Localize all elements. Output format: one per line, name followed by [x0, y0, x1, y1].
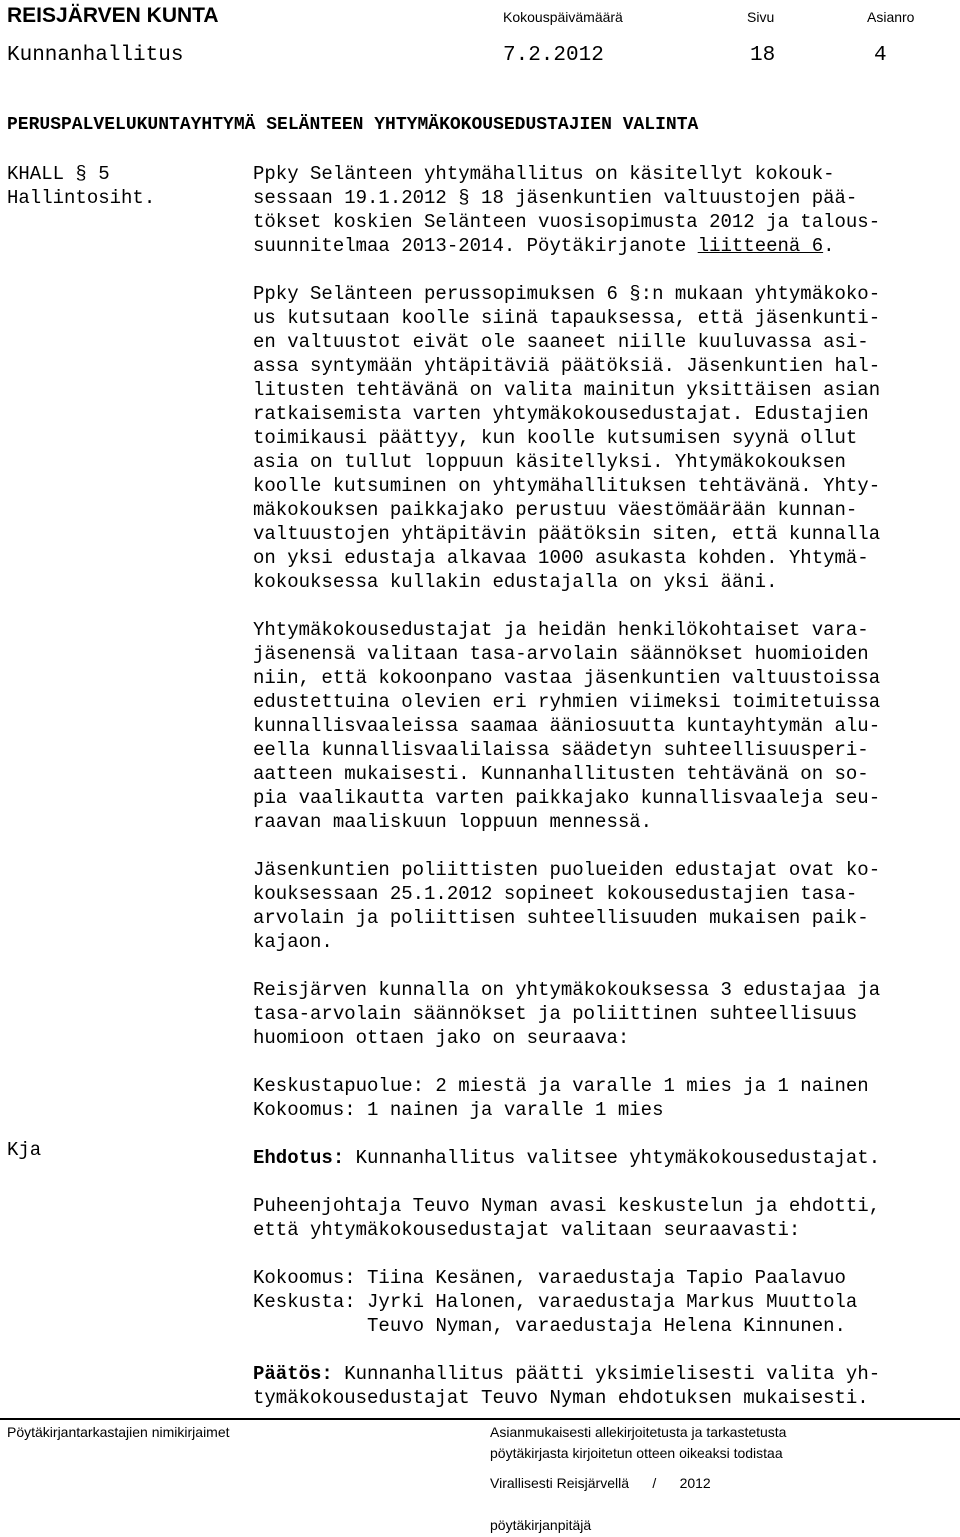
footer-official-place-date: Virallisesti Reisjärvellä / 2012 [490, 1475, 711, 1491]
footer-certification-line2: pöytäkirjasta kirjoitetun otteen oikeaksi todistaa [490, 1445, 783, 1461]
document-body [253, 162, 953, 1410]
item-number: 4 [874, 44, 887, 67]
paragraph-chair-proposal: Puheenjohtaja Teuvo Nyman avasi keskustelun ja ehdotti, että yhtymäkokousedustajat valitaan seuraavasti: [253, 1195, 881, 1241]
paragraph-representatives: Yhtymäkokousedustajat ja heidän henkilökohtaiset vara- jäsenensä valitaan tasa-arvolain säännökset huomioiden niin, että kokoonpano vastaa jäsenkuntien valtuustoissa edustettuina olevien eri ryhmien viimeksi toimitetuissa kunnallisvaaleissa saamaa ääniosuutta kuntayhtymän alu- eella kunnallisvaalilaissa säädetyn suhteellisuusperi- aatteen mukaisesti. Kunnanhallitusten tehtävänä on so- pia vaalikautta varten paikkajako kunnallisvaaleja seu- raavan maaliskuun loppuun mennessä. [253, 619, 881, 833]
document-title: PERUSPALVELUKUNTAYHTYMÄ SELÄNTEEN YHTYMÄKOKOUSEDUSTAJIEN VALINTA [7, 115, 699, 135]
meeting-date: 7.2.2012 [503, 44, 604, 67]
meeting-date-label: Kokouspäivämäärä [503, 9, 623, 25]
page-number: 18 [750, 44, 776, 67]
footer-secretary-label: pöytäkirjanpitäjä [490, 1517, 592, 1533]
paragraph-nominees: Kokoomus: Tiina Kesänen, varaedustaja Tapio Paalavuo Keskusta: Jyrki Halonen, varaedustaja Markus Muuttola Teuvo Nyman, varaedustaja Helena Kinnunen. [253, 1267, 858, 1337]
governing-body: Kunnanhallitus [7, 44, 184, 67]
kja-label: Kja [7, 1139, 42, 1161]
decision-label: Päätös: [253, 1363, 333, 1385]
footer-divider [0, 1418, 960, 1420]
paragraph-allocation: Keskustapuolue: 2 miestä ja varalle 1 mies ja 1 nainen Kokoomus: 1 nainen ja varalle 1 mies [253, 1075, 869, 1121]
proposal-label: Ehdotus: [253, 1147, 345, 1169]
paragraph-intro: Ppky Selänteen yhtymähallitus on käsitellyt kokouk- sessaan 19.1.2012 § 18 jäsenkuntien valtuustojen pää- tökset koskien Selänteen vuosisopimusta 2012 ja talous- suunnitelmaa 2013-2014. Pöytäkirjanote liitteenä 6. [253, 163, 881, 257]
page-label: Sivu [747, 9, 775, 25]
paragraph-parties: Jäsenkuntien poliittisten puolueiden edustajat ovat ko- kouksessaan 25.1.2012 sopineet kokousedustajien tasa- arvolain ja poliittisen suhteellisuuden mukaisen paik- kajaon. [253, 859, 881, 953]
footer-certification-line1: Asianmukaisesti allekirjoitetusta ja tarkastetusta [490, 1424, 787, 1440]
paragraph-distribution: Reisjärven kunnalla on yhtymäkokouksessa 3 edustajaa ja tasa-arvolain säännökset ja poliittinen suhteellisuus huomioon ottaen jako on seuraava: [253, 979, 881, 1049]
footer-inspectors-initials: Pöytäkirjantarkastajien nimikirjaimet [7, 1424, 230, 1440]
section-reference: KHALL § 5 Hallintosiht. [7, 163, 156, 209]
attachment-link[interactable]: liitteenä 6 [697, 235, 824, 257]
paragraph-basic-agreement: Ppky Selänteen perussopimuksen 6 §:n mukaan yhtymäkoko- us kutsutaan koolle siinä tapauksessa, että jäsenkunti- en valtuustot eivät ole saaneet niille kuuluvassa asi- assa syntymään yhtäpitäviä päätöksiä. Jäsenkuntien hal- litusten tehtävänä on valita mainitun yksittäisen asian ratkaisemista varten yhtymäkokousedustajat. Edustajien toimikausi päättyy, kun koolle kutsumisen syynä ollut asia on tullut loppuun käsitellyksi. Yhtymäkokouksen koolle kutsuminen on yhtymähallituksen tehtävänä. Yhty- mäkokouksen paikkajako perustuu väestömäärään kunnan- valtuustojen yhtäpitävin päätöksin siten, että kunnalla on yksi edustaja alkavaa 1000 asukasta kohden. Yhtymä- kokouksessa kullakin edustajalla on yksi ääni. [253, 283, 881, 593]
paragraph-proposal: Ehdotus: Kunnanhallitus valitsee yhtymäkokousedustajat. [253, 1147, 881, 1169]
paragraph-decision: Päätös: Kunnanhallitus päätti yksimielisesti valita yh- tymäkokousedustajat Teuvo Nyman ehdotuksen mukaisesti. [253, 1363, 881, 1409]
organization-name: REISJÄRVEN KUNTA [7, 4, 219, 27]
item-number-label: Asianro [867, 9, 915, 25]
